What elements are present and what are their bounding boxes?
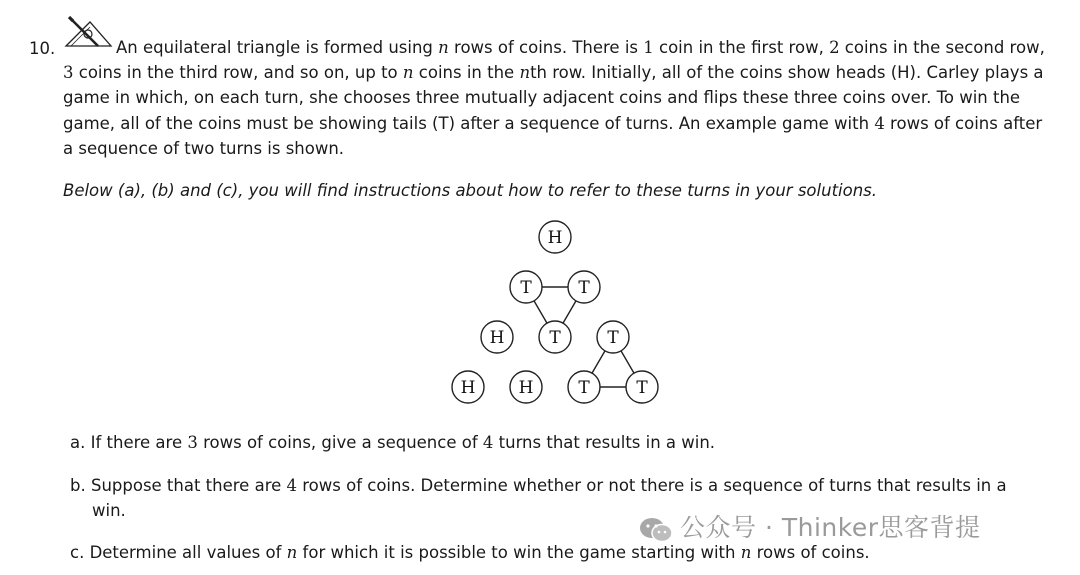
- question-number: 10.: [29, 39, 56, 58]
- coin: [539, 221, 571, 253]
- part-b-continued: win.: [92, 501, 126, 520]
- coin-label: T: [578, 378, 590, 398]
- part-a: a. If there are 3 rows of coins, give a sequence of 4 turns that results in a win.: [70, 433, 716, 452]
- text-run: th row. Initially, all of the coins show heads (H). Carley plays a game in which, on each turn, she chooses three mutually adjacent coins and flips these three coins over. To win the game, all of the coins must be showing tails (T) after a sequence of turns. An example game with: [63, 63, 1044, 133]
- coin-label: T: [636, 378, 648, 398]
- math-symbol: 4: [874, 113, 885, 133]
- instructions-text: Below (a), (b) and (c), you will find instructions about how to refer to these turns in your solutions.: [63, 181, 878, 200]
- math-symbol: 2: [829, 38, 840, 57]
- coin: [568, 371, 600, 403]
- text-run: An equilateral triangle is formed using: [116, 38, 439, 57]
- coin: [568, 271, 600, 303]
- coin-label: T: [578, 278, 590, 298]
- coin: [539, 321, 571, 353]
- text-run: coin in the first row,: [653, 38, 830, 57]
- coin-label: H: [518, 378, 534, 398]
- flip-connector-line: [563, 301, 576, 323]
- text-run: coins in the second row,: [839, 38, 1045, 57]
- coin-label: H: [489, 328, 505, 348]
- math-symbol: 3: [63, 63, 74, 83]
- text-run: coins in the: [413, 63, 520, 83]
- text-run: coins in the third row, and so on, up to: [73, 63, 403, 83]
- watermark-text: 公众号 · Thinker思客背提: [680, 513, 981, 542]
- wechat-icon: [638, 516, 674, 544]
- text-run: rows of coins after a sequence of two turns is shown.: [63, 113, 1043, 158]
- coin-label: T: [549, 328, 561, 348]
- coin: [626, 371, 658, 403]
- coin: [597, 321, 629, 353]
- coin-label: T: [607, 328, 619, 348]
- math-symbol: 1: [643, 38, 654, 57]
- math-symbol: n: [438, 38, 449, 57]
- math-symbol: n: [402, 63, 414, 83]
- question-text: [63, 35, 1048, 161]
- coin: [481, 321, 513, 353]
- flip-connector-line: [592, 351, 605, 373]
- math-symbol: n: [519, 63, 531, 83]
- text-run: rows of coins. There is: [448, 38, 644, 57]
- flip-connector-line: [621, 351, 634, 373]
- coin: [452, 371, 484, 403]
- flip-connector-line: [534, 301, 547, 323]
- coin: [510, 271, 542, 303]
- coin: [510, 371, 542, 403]
- coin-label: H: [460, 378, 476, 398]
- coin-triangle-figure: [445, 218, 665, 410]
- coin-label: T: [520, 278, 532, 298]
- part-b: b. Suppose that there are 4 rows of coins. Determine whether or not there is a sequence of turns that results in a: [70, 476, 1007, 495]
- part-c: c. Determine all values of n for which it is possible to win the game starting with n rows of coins.: [70, 543, 870, 562]
- coin-label: H: [547, 228, 563, 248]
